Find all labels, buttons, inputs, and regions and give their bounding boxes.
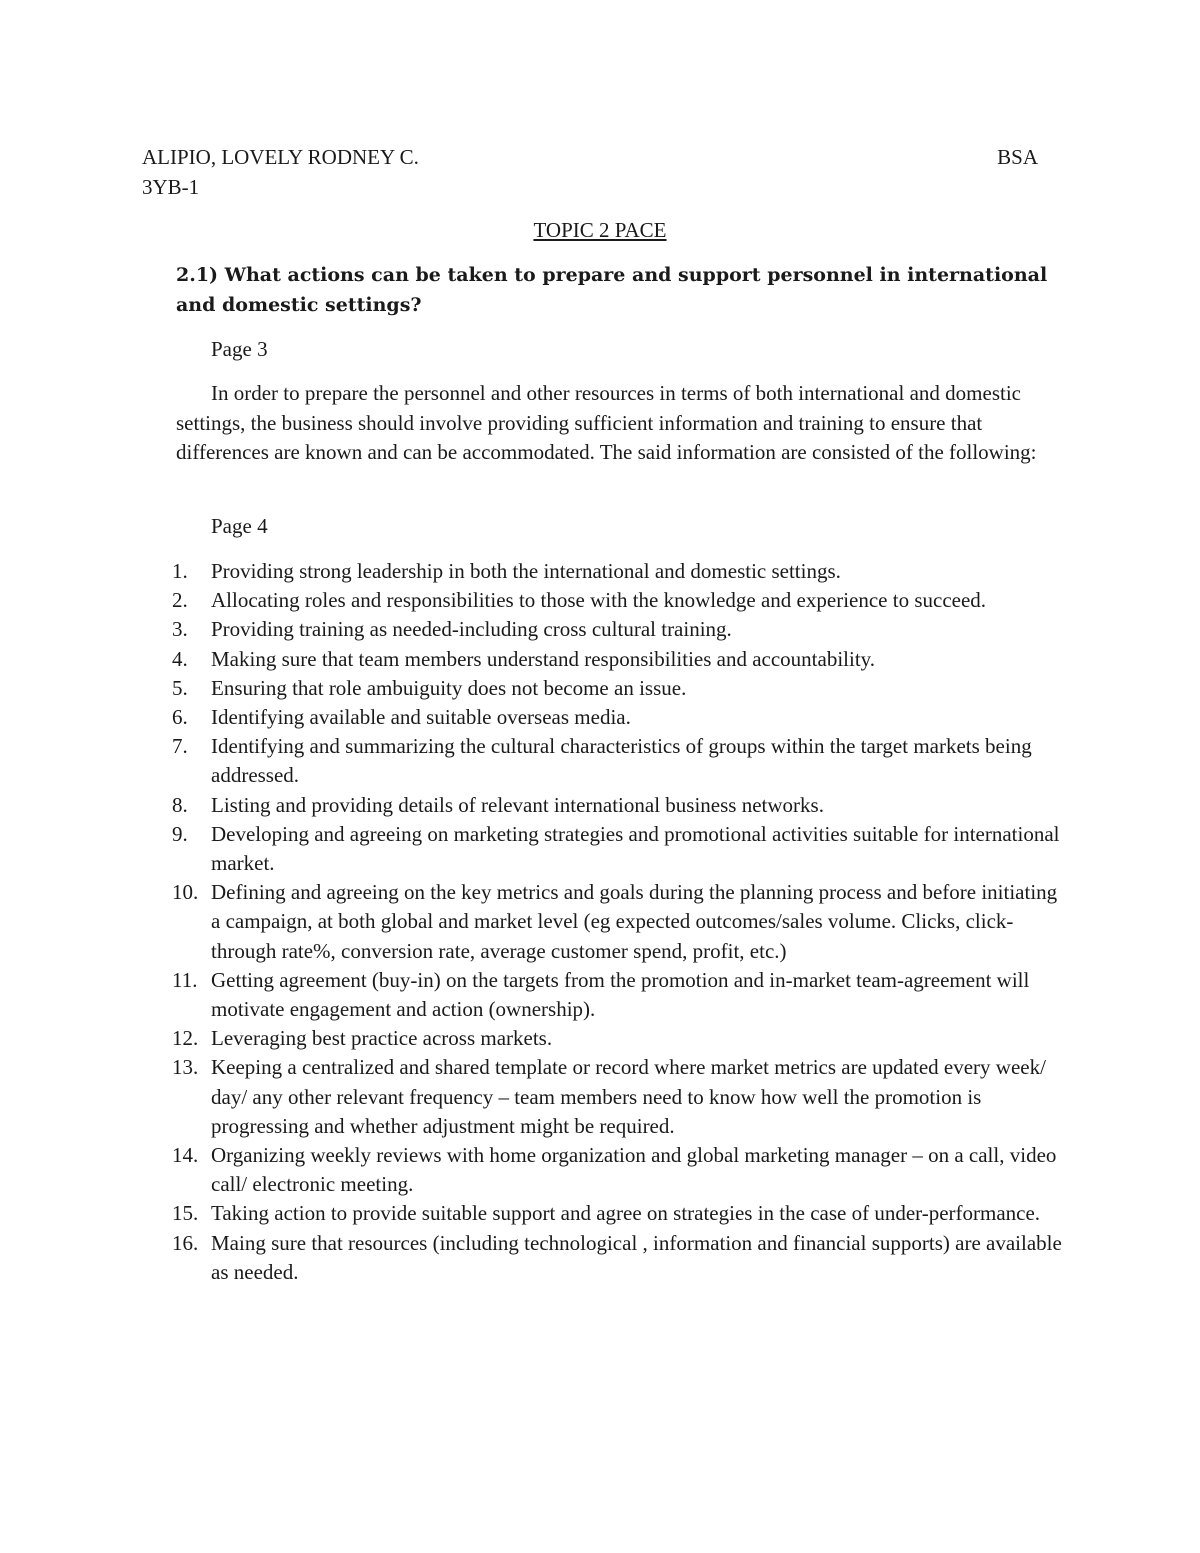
list-item-number: 12. — [172, 1026, 199, 1051]
list-item — [172, 791, 1066, 820]
list-item-text: Getting agreement (buy-in) on the targets from the promotion and in-market team-agreement will motivate engagement and action (ownership). — [211, 967, 1030, 1022]
list-item — [172, 1199, 1066, 1228]
intro-paragraph: In order to prepare the personnel and other resources in terms of both international and domestic settings, the business should involve providing sufficient information and training to ensure that differences are known and can be accommodated. The said information are consisted of the following: — [176, 381, 1037, 464]
list-item — [172, 732, 1066, 790]
page-reference-1: Page 3 — [211, 337, 268, 361]
list-item — [172, 1141, 1066, 1199]
student-name: ALIPIO, LOVELY RODNEY C. — [142, 145, 419, 169]
student-section: 3YB-1 — [142, 175, 200, 199]
list-item-text: Keeping a centralized and shared template or record where market metrics are updated every week/ day/ any other relevant frequency – team members need to know how well the promotion is progressing and whether adjustment might be required. — [211, 1055, 1046, 1138]
list-item-number: 2. — [172, 588, 188, 613]
list-item — [172, 966, 1066, 1024]
list-item-text: Providing strong leadership in both the international and domestic settings. — [211, 559, 841, 583]
list-item-number: 1. — [172, 559, 188, 583]
list-item — [172, 878, 1066, 966]
list-item — [172, 586, 1066, 615]
list-item-number: 3. — [172, 617, 188, 642]
list-item-text: Listing and providing details of relevant international business networks. — [211, 792, 824, 817]
list-item-text: Defining and agreeing on the key metrics and goals during the planning process and before initiating a campaign, at both global and market level (eg expected outcomes/sales volume. Clicks, click-through rate%, conversion rate, average customer spend, profit, etc.) — [211, 880, 1058, 963]
page-reference-2: Page 4 — [211, 514, 268, 538]
list-item-text: Organizing weekly reviews with home organization and global marketing manager – on a call, video call/ electronic meeting. — [211, 1143, 1057, 1197]
list-item — [172, 703, 1066, 732]
list-item-number: 5. — [172, 675, 188, 700]
list-item-number: 14. — [172, 1143, 199, 1168]
list-item-text: Taking action to provide suitable support and agree on strategies in the case of under-performance. — [211, 1201, 1041, 1226]
document-title: TOPIC 2 PACE — [533, 218, 667, 242]
list-item-text: Maing sure that resources (including technological , information and financial supports) are available as needed. — [211, 1230, 1062, 1284]
list-item-number: 15. — [172, 1201, 199, 1226]
list-item — [172, 1229, 1066, 1287]
list-item-text: Developing and agreeing on marketing strategies and promotional activities suitable for international market. — [211, 821, 1060, 876]
list-item-text: Ensuring that role ambuiguity does not become an issue. — [211, 675, 687, 700]
list-item-number: 9. — [172, 821, 188, 846]
list-item-text: Allocating roles and responsibilities to those with the knowledge and experience to succeed. — [211, 588, 987, 613]
list-item-number: 16. — [172, 1230, 199, 1255]
list-item — [172, 615, 1066, 644]
list-item — [172, 1024, 1066, 1053]
question-heading: 2.1) What actions can be taken to prepare and support personnel in international and domestic settings? — [176, 264, 1048, 316]
list-item-number: 6. — [172, 705, 188, 730]
list-item-text: Providing training as needed-including cross cultural training. — [211, 617, 732, 642]
list-item — [172, 1053, 1066, 1141]
list-item — [172, 645, 1066, 674]
list-item-number: 7. — [172, 734, 188, 759]
list-item-text: Identifying available and suitable overseas media. — [211, 705, 631, 730]
list-item-text: Leveraging best practice across markets. — [211, 1026, 553, 1051]
list-item — [172, 557, 1066, 586]
action-list — [172, 557, 1066, 1287]
header-section-row — [142, 172, 1038, 202]
list-item-text: Making sure that team members understand responsibilities and accountability. — [211, 646, 876, 671]
list-item-number: 10. — [172, 880, 199, 905]
list-item-number: 8. — [172, 792, 188, 817]
list-item — [172, 820, 1066, 878]
student-program: BSA — [997, 145, 1038, 169]
list-item-number: 13. — [172, 1055, 199, 1080]
list-item — [172, 674, 1066, 703]
list-item-number: 11. — [172, 967, 198, 992]
list-item-number: 4. — [172, 646, 188, 671]
list-item-text: Identifying and summarizing the cultural characteristics of groups within the target markets being addressed. — [211, 734, 1032, 788]
header-name-row — [142, 142, 1038, 172]
